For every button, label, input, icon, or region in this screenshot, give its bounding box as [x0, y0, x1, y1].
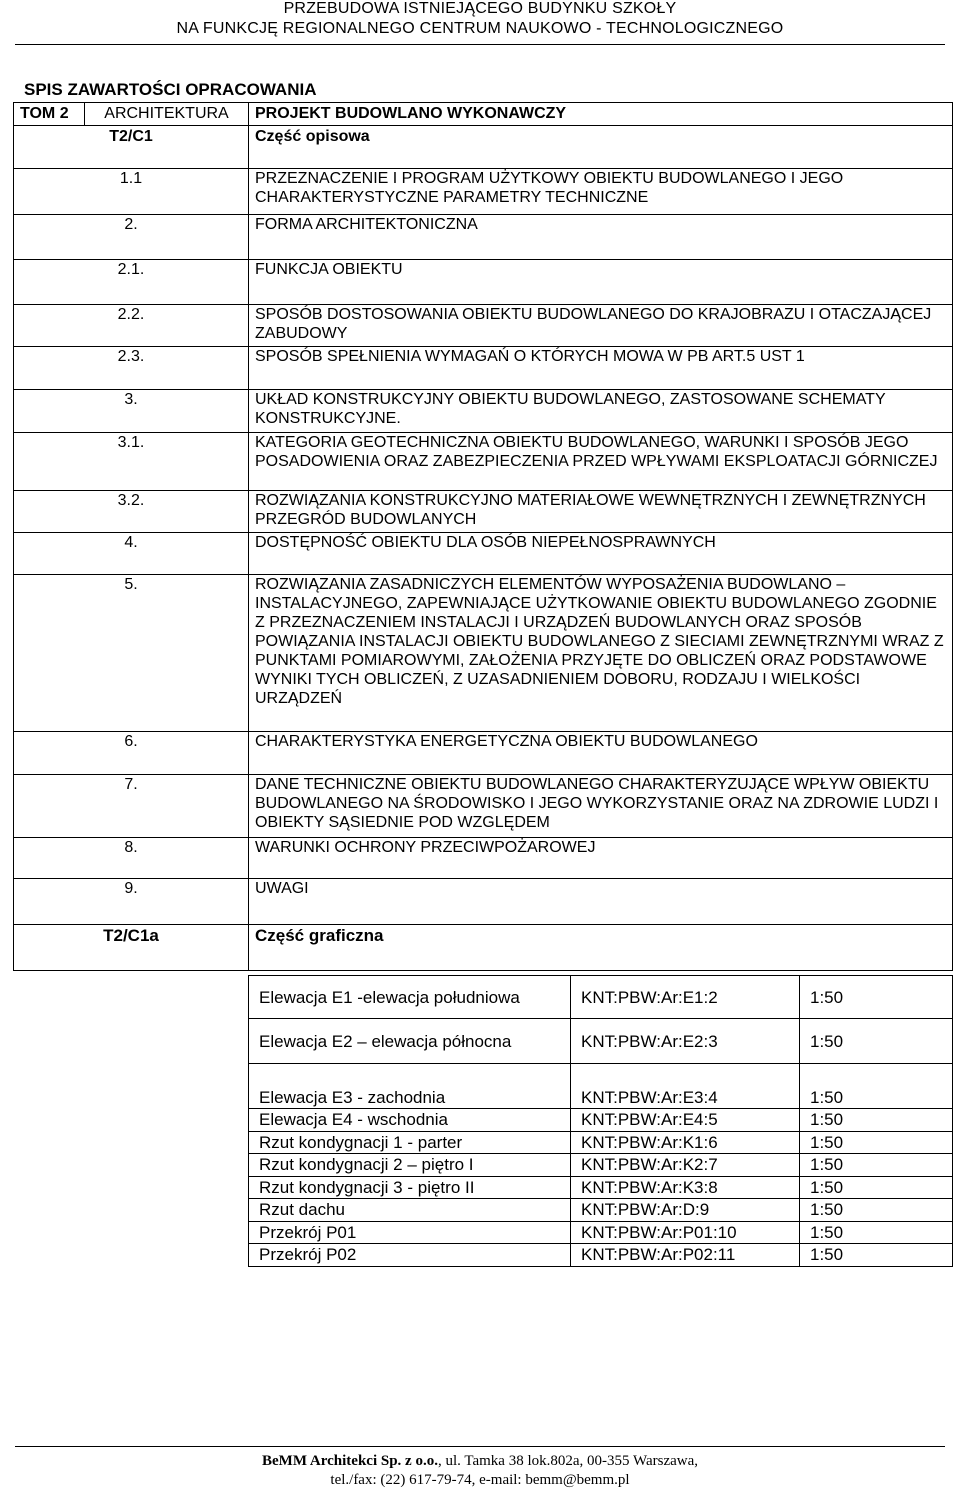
toc-num: 5.	[14, 575, 249, 732]
toc-text: ROZWIĄZANIA ZASADNICZYCH ELEMENTÓW WYPOSAŻENIA BUDOWLANO – INSTALACYJNEGO, ZAPEWNIAJĄCE UŻYTKOWANIE OBIEKTU BUDOWLANEGO ZGODNIE Z PRZEZNACZENIEM INSTALACJI I URZĄDZEŃ BUDOWLANYCH ORAZ SPOSÓB POWIĄZANIA INSTALACJI OBIEKTU BUDOWLANEGO Z SIECIAMI ZEWNĘTRZNYMI WRAZ Z PUNKTAMI POMIAROWYMI, ZAŁOŻENIA PRZYJĘTE DO OBLICZEŃ ORAZ PODSTAWOWE WYNIKI TYCH OBLICZEŃ, Z UZASADNIENIEM DOBORU, RODZAJU I WIELKOŚCI URZĄDZEŃ	[249, 575, 953, 732]
part1-title: Część opisowa	[249, 126, 953, 169]
drawing-name: Rzut dachu	[249, 1199, 571, 1222]
toc-text: SPOSÓB DOSTOSOWANIA OBIEKTU BUDOWLANEGO DO KRAJOBRAZU I OTACZAJĄCEJ ZABUDOWY	[249, 305, 953, 347]
toc-row	[14, 732, 953, 775]
toc-text: ROZWIĄZANIA KONSTRUKCYJNO MATERIAŁOWE WEWNĘTRZNYCH I ZEWNĘTRZNYCH PRZEGRÓD BUDOWLANYCH	[249, 491, 953, 533]
drawing-row	[249, 1221, 953, 1244]
drawing-code: KNT:PBW:Ar:P02:11	[571, 1244, 800, 1267]
drawing-code: KNT:PBW:Ar:E1:2	[571, 976, 800, 1019]
drawing-row	[249, 1154, 953, 1177]
drawings-table	[248, 975, 953, 1267]
toc-row	[14, 215, 953, 260]
drawing-code: KNT:PBW:Ar:K1:6	[571, 1131, 800, 1154]
drawing-name: Elewacja E4 - wschodnia	[249, 1109, 571, 1132]
toc-num: 3.	[14, 390, 249, 433]
drawing-scale: 1:50	[800, 1019, 953, 1064]
toc-num: 3.2.	[14, 491, 249, 533]
footer-line-1	[0, 1453, 960, 1470]
drawing-scale: 1:50	[800, 1199, 953, 1222]
tom-project-type: PROJEKT BUDOWLANO WYKONAWCZY	[249, 103, 953, 126]
drawing-row	[249, 1199, 953, 1222]
toc-num: 2.3.	[14, 347, 249, 390]
toc-text: FORMA ARCHITEKTONICZNA	[249, 215, 953, 260]
toc-row	[14, 260, 953, 305]
drawing-name: Rzut kondygnacji 3 - piętro II	[249, 1176, 571, 1199]
toc-row	[14, 879, 953, 925]
drawing-row	[249, 1131, 953, 1154]
toc-text: FUNKCJA OBIEKTU	[249, 260, 953, 305]
toc-text: UKŁAD KONSTRUKCYJNY OBIEKTU BUDOWLANEGO, ZASTOSOWANE SCHEMATY KONSTRUKCYJNE.	[249, 390, 953, 433]
drawing-scale: 1:50	[800, 1131, 953, 1154]
footer-address: , ul. Tamka 38 lok.802a, 00-355 Warszawa,	[437, 1453, 698, 1469]
toc-table	[13, 102, 953, 971]
drawing-row	[249, 1244, 953, 1267]
toc-num: 1.1	[14, 169, 249, 215]
drawing-row	[249, 1064, 953, 1109]
drawing-row	[249, 976, 953, 1019]
drawing-row	[249, 1176, 953, 1199]
drawing-scale: 1:50	[800, 1244, 953, 1267]
drawing-name: Przekrój P02	[249, 1244, 571, 1267]
toc-num: 6.	[14, 732, 249, 775]
tom-row	[14, 103, 953, 126]
drawing-scale: 1:50	[800, 1154, 953, 1177]
toc-text: DOSTĘPNOŚĆ OBIEKTU DLA OSÓB NIEPEŁNOSPRAWNYCH	[249, 533, 953, 575]
toc-row	[14, 838, 953, 879]
drawing-code: KNT:PBW:Ar:E3:4	[571, 1064, 800, 1109]
footer-divider	[15, 1446, 945, 1447]
header-line-1: PRZEBUDOWA ISTNIEJĄCEGO BUDYNKU SZKOŁY	[283, 0, 677, 17]
toc-row	[14, 390, 953, 433]
part2-row	[14, 925, 953, 971]
drawing-name: Przekrój P01	[249, 1221, 571, 1244]
toc-row	[14, 775, 953, 838]
drawing-name: Rzut kondygnacji 2 – piętro I	[249, 1154, 571, 1177]
toc-num: 3.1.	[14, 433, 249, 491]
part2-title: Część graficzna	[249, 925, 953, 971]
drawing-row	[249, 1019, 953, 1064]
toc-text: UWAGI	[249, 879, 953, 925]
part2-code: T2/C1a	[14, 925, 249, 971]
toc-num: 8.	[14, 838, 249, 879]
part1-code: T2/C1	[14, 126, 249, 169]
toc-row	[14, 433, 953, 491]
drawing-name: Rzut kondygnacji 1 - parter	[249, 1131, 571, 1154]
drawing-scale: 1:50	[800, 1109, 953, 1132]
toc-row	[14, 305, 953, 347]
drawing-name: Elewacja E3 - zachodnia	[249, 1064, 571, 1109]
drawing-scale: 1:50	[800, 976, 953, 1019]
drawing-code: KNT:PBW:Ar:E2:3	[571, 1019, 800, 1064]
footer-contact: tel./fax: (22) 617-79-74, e-mail: bemm@bemm.pl	[330, 1472, 630, 1488]
document-title: SPIS ZAWARTOŚCI OPRACOWANIA	[24, 80, 317, 99]
drawing-code: KNT:PBW:Ar:K3:8	[571, 1176, 800, 1199]
toc-row	[14, 347, 953, 390]
part1-row	[14, 126, 953, 169]
drawing-code: KNT:PBW:Ar:E4:5	[571, 1109, 800, 1132]
toc-row	[14, 169, 953, 215]
toc-text: WARUNKI OCHRONY PRZECIWPOŻAROWEJ	[249, 838, 953, 879]
drawing-code: KNT:PBW:Ar:K2:7	[571, 1154, 800, 1177]
drawing-row	[249, 1109, 953, 1132]
toc-row	[14, 575, 953, 732]
drawing-name: Elewacja E2 – elewacja północna	[249, 1019, 571, 1064]
toc-row	[14, 533, 953, 575]
toc-num: 7.	[14, 775, 249, 838]
toc-num: 2.2.	[14, 305, 249, 347]
tom-label: TOM 2	[14, 103, 85, 126]
drawing-scale: 1:50	[800, 1176, 953, 1199]
toc-text: CHARAKTERYSTYKA ENERGETYCZNA OBIEKTU BUDOWLANEGO	[249, 732, 953, 775]
toc-row	[14, 491, 953, 533]
footer-company: BeMM Architekci Sp. z o.o.	[262, 1453, 438, 1469]
toc-text: KATEGORIA GEOTECHNICZNA OBIEKTU BUDOWLANEGO, WARUNKI I SPOSÓB JEGO POSADOWIENIA ORAZ ZABEZPIECZENIA PRZED WPŁYWAMI EKSPLOATACJI GÓRNICZEJ	[249, 433, 953, 491]
toc-num: 2.	[14, 215, 249, 260]
toc-num: 9.	[14, 879, 249, 925]
toc-text: SPOSÓB SPEŁNIENIA WYMAGAŃ O KTÓRYCH MOWA W PB ART.5 UST 1	[249, 347, 953, 390]
drawing-scale: 1:50	[800, 1221, 953, 1244]
toc-text: PRZEZNACZENIE I PROGRAM UŻYTKOWY OBIEKTU BUDOWLANEGO I JEGO CHARAKTERYSTYCZNE PARAMETRY TECHNICZNE	[249, 169, 953, 215]
toc-num: 2.1.	[14, 260, 249, 305]
drawing-name: Elewacja E1 -elewacja południowa	[249, 976, 571, 1019]
toc-num: 4.	[14, 533, 249, 575]
drawing-scale: 1:50	[800, 1064, 953, 1109]
toc-text: DANE TECHNICZNE OBIEKTU BUDOWLANEGO CHARAKTERYZUJĄCE WPŁYW OBIEKTU BUDOWLANEGO NA ŚRODOWISKO I JEGO WYKORZYSTANIE ORAZ NA ZDROWIE LUDZI I OBIEKTY SĄSIEDNIE POD WZGLĘDEM	[249, 775, 953, 838]
header-divider	[15, 44, 945, 45]
drawing-code: KNT:PBW:Ar:P01:10	[571, 1221, 800, 1244]
drawing-code: KNT:PBW:Ar:D:9	[571, 1199, 800, 1222]
header-line-2: NA FUNKCJĘ REGIONALNEGO CENTRUM NAUKOWO - TECHNOLOGICZNEGO	[176, 20, 784, 37]
tom-branch: ARCHITEKTURA	[85, 103, 249, 126]
